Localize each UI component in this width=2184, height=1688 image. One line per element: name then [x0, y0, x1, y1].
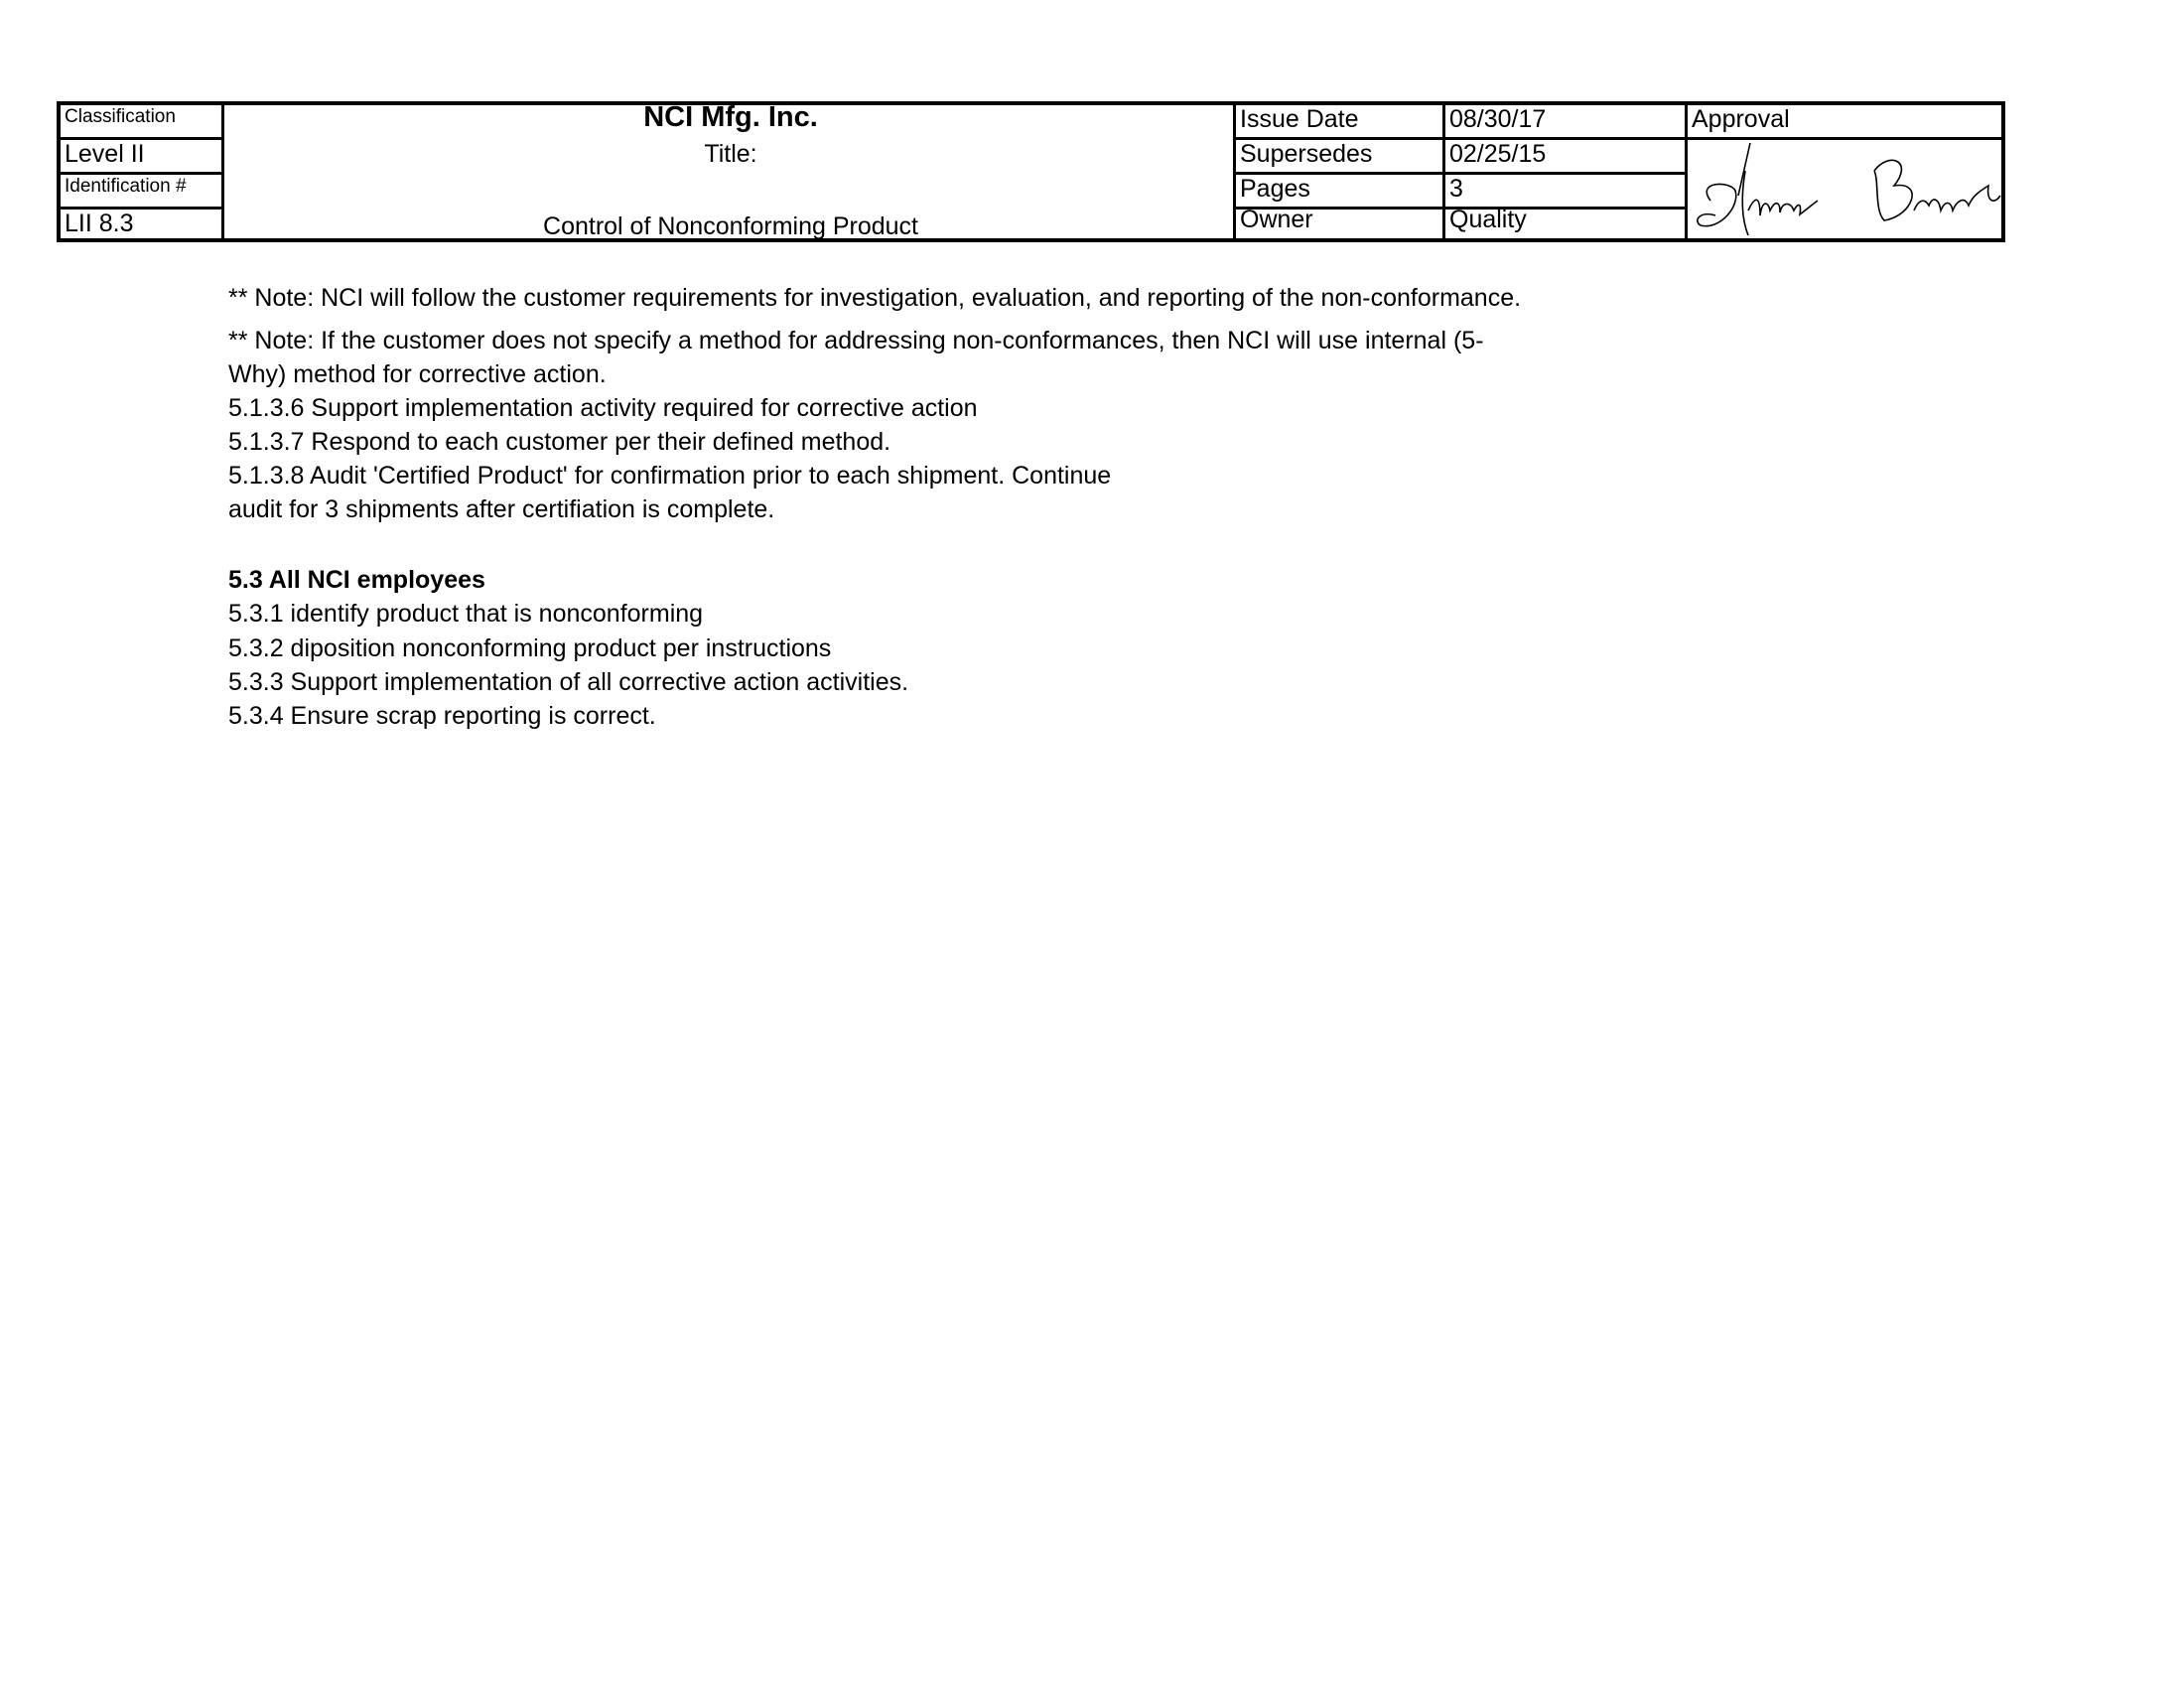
pages-value: 3	[1449, 177, 1463, 202]
issue-date-value: 08/30/17	[1449, 107, 1547, 132]
owner-value: Quality	[1449, 208, 1527, 232]
divider	[1233, 137, 2005, 140]
classification-label: Classification	[65, 107, 176, 126]
section-item: 5.3.1 identify product that is nonconforming	[228, 600, 704, 628]
supersedes-label: Supersedes	[1240, 142, 1373, 167]
section-item: 5.3.4 Ensure scrap reporting is correct.	[228, 702, 656, 730]
issue-date-label: Issue Date	[1240, 107, 1359, 132]
divider	[61, 172, 221, 175]
divider	[61, 207, 221, 210]
procedure-item: 5.1.3.6 Support implementation activity required for corrective action	[228, 394, 978, 422]
pages-label: Pages	[1240, 177, 1310, 202]
approval-signature	[1691, 141, 2004, 240]
document-header-table	[57, 101, 2005, 242]
divider	[61, 137, 221, 140]
company-name: NCI Mfg. Inc.	[643, 103, 818, 132]
section-item: 5.3.2 diposition nonconforming product per instructions	[228, 634, 832, 662]
title-label: Title:	[704, 142, 757, 167]
owner-label: Owner	[1240, 208, 1313, 232]
identification-value: LII 8.3	[65, 211, 134, 236]
level-value: Level II	[65, 142, 145, 167]
document-title: Control of Nonconforming Product	[543, 214, 918, 239]
identification-label: Identification #	[65, 177, 187, 196]
procedure-item: 5.1.3.8 Audit 'Certified Product' for confirmation prior to each shipment. Continue	[228, 462, 1112, 490]
note-line: ** Note: If the customer does not specify a method for addressing non-conformances, then NCI will use internal (5-	[228, 327, 1484, 354]
procedure-item: audit for 3 shipments after certifiation is complete.	[228, 495, 775, 523]
procedure-item: 5.1.3.7 Respond to each customer per their defined method.	[228, 428, 891, 456]
section-item: 5.3.3 Support implementation of all corrective action activities.	[228, 668, 909, 696]
divider	[1233, 172, 1685, 175]
supersedes-value: 02/25/15	[1449, 142, 1547, 167]
section-heading: 5.3 All NCI employees	[228, 566, 485, 594]
note-line: Why) method for corrective action.	[228, 360, 607, 388]
approval-label: Approval	[1692, 107, 1790, 132]
note-line: ** Note: NCI will follow the customer requirements for investigation, evaluation, and reporting of the non-conformance.	[228, 284, 1522, 312]
